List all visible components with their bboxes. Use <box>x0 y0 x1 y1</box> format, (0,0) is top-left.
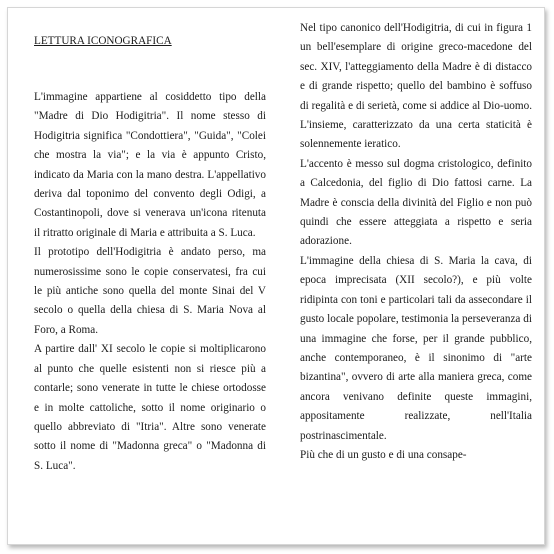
section-heading: LETTURA ICONOGRAFICA <box>34 35 172 47</box>
paragraph: Più che di un gusto e di una consape- <box>300 448 467 461</box>
left-column <box>34 19 266 476</box>
paragraph: L'accento è messo sul dogma cristologico, definito a Calcedonia, del figlio di Dio fattosi carne. La Madre è conscia della divinità del Figlio e non può quindi che essere atteggiata a rispetto e seria adorazione. <box>300 157 532 248</box>
paragraph: L'immagine della chiesa di S. Maria la cava, di epoca imprecisata (XII secolo?), e più volte ridipinta con toni e particolari tali da assecondare il gusto locale popolare, testimonia la perseveranza di una immagine che forse, per il grande pubblico, anche contemporaneo, è il sinonimo di "arte bizantina", ovvero di arte alla maniera greca, come ancora venivano definite queste immagini, appositamente realizzate, nell'Italia postrinascimentale. <box>300 254 532 442</box>
heading-spacer <box>34 51 266 88</box>
paragraph: Nel tipo canonico dell'Hodigitria, di cui in figura 1 un bell'esemplare di origine greco-macedone del sec. XIV, l'atteggiamento della Madre è di distacco e di grande rispetto; quello del bambino è soffuso di regalità e di serietà, come si addice al Dio-uomo. L'insieme, caratterizzato da una certa staticità è solennemente ieratico. <box>300 22 532 151</box>
paragraph: Il prototipo dell'Hodigitria è andato perso, ma numerosissime sono le copie conservatesi, fra cui le più antiche sono quella del monte Sinai del V secolo o quella della chiesa di S. Maria Nova al Foro, a Roma. <box>34 246 266 336</box>
paragraph: A partire dall' XI secolo le copie si moltiplicarono al punto che quelle esistenti non si riesce più a contarle; sono venerate in tutte le chiese ortodosse e in molte cattoliche, sotto il nome originario o quello abbreviato di "Itria". Altre sono venerate sotto il nome di "Madonna greca" o "Madonna di S. Luca". <box>34 343 266 472</box>
paragraph: L'immagine appartiene al cosiddetto tipo della "Madre di Dio Hodigitria". Il nome stesso di Hodigitria significa "Condottiera", "Guida", "Colei che mostra la via"; e la via è appunto Cristo, indicato da Maria con la mano destra. L'appellativo deriva dal toponimo del convento degli Odigi, a Costantinopoli, dove si venerava un'icona ritenuta il ritratto originale di Maria e attribuita a S. Luca. <box>34 91 266 239</box>
document-page <box>7 7 545 545</box>
right-column <box>300 19 532 465</box>
